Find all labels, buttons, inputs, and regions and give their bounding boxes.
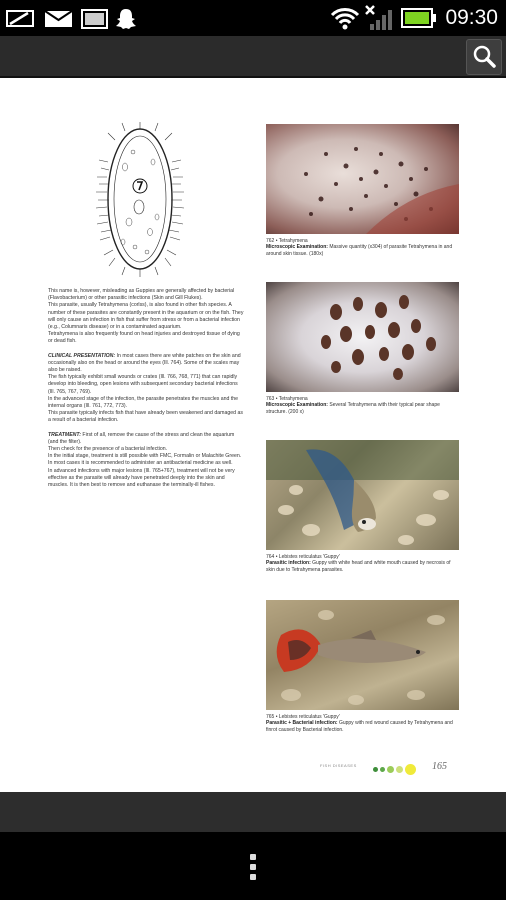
caption-body	[266, 402, 459, 415]
app-toolbar	[0, 36, 506, 78]
body-text-column	[48, 288, 244, 489]
caption-title: 763 • Tetrahymena	[266, 396, 308, 402]
section-dots	[373, 761, 418, 779]
photo-764-guppy	[266, 440, 459, 550]
email-icon	[44, 10, 74, 28]
caption-label: Parasitic + Bacterial infection:	[266, 720, 338, 727]
paragraph: In the initial stage, treatment is still possible with FMC, Formalin or Malachite Green.	[48, 453, 242, 460]
document-page[interactable]	[0, 78, 506, 792]
message-icon	[6, 9, 36, 29]
caption-764	[266, 554, 459, 573]
battery-icon	[401, 8, 437, 28]
treatment-text: First of all, remove the cause of the stress and clean the aquarium (and the filter).	[48, 431, 235, 445]
status-bar	[0, 0, 506, 36]
caption-body	[266, 560, 459, 573]
section-tag: FISH DISEASES	[320, 763, 357, 768]
signal-icon	[364, 4, 394, 32]
paragraph: This name is, however, misleading as Guppies are generally affected by bacterial (Flavobacterium) or other parasitic infections (Skin and Gill Flukes).	[48, 288, 235, 302]
reader-bottom-bar	[0, 792, 506, 832]
photo-765-guppy	[266, 600, 459, 710]
snapchat-icon	[114, 7, 138, 31]
caption-762	[266, 238, 459, 257]
clinical-heading: CLINICAL PRESENTATION:	[48, 352, 116, 359]
search-button[interactable]	[466, 39, 502, 75]
caption-body	[266, 244, 459, 257]
paragraph: In the advanced stage of the infection, the parasite penetrates the muscles and the internal organs (Ill. 761, 772, 773).	[48, 395, 239, 410]
dot	[387, 766, 394, 773]
caption-text: Several Tetrahymena with their typical pear shape structure. (200 x)	[266, 402, 440, 415]
photo-762-microscope	[266, 124, 459, 234]
dot	[373, 767, 378, 772]
photo-763-microscope	[266, 282, 459, 392]
caption-text: Massive quantity (x304) of parasite Tetrahymena in and around skin tissue. (180x)	[266, 244, 453, 257]
parasite-illustration	[95, 122, 185, 277]
clock: 09:30	[445, 6, 498, 29]
caption-text: Guppy with white head and white mouth caused by necrosis of skin due to Tetrahymena parasites.	[266, 560, 451, 573]
menu-dots-icon[interactable]	[249, 854, 257, 884]
caption-title: 765 • Lebistes reticulatus 'Guppy'	[266, 714, 340, 720]
caption-label: Parasitic infection:	[266, 560, 311, 567]
clinical-section	[48, 353, 244, 375]
caption-765	[266, 714, 459, 733]
caption-763	[266, 396, 459, 415]
paragraph: This parasite, usually Tetrahymena (corlss), is also found in other fish species. A number of these parasites are constantly present in the aquarium or on the fish. They will only cause an infection in fish that suffer from stress or from a bacterial infection (e.g., Columnaris disease) or in a contaminated aquarium.	[48, 302, 244, 331]
search-icon	[467, 40, 501, 74]
paragraph: Then check for the presence of a bacterial infection.	[48, 446, 168, 453]
caption-title: 764 • Lebistes reticulatus 'Guppy'	[266, 554, 340, 560]
caption-body	[266, 720, 459, 733]
paragraph: The fish typically exhibit small wounds or crates (Ill. 766, 768, 771) that can rapidly develop into bleeding, open lesions with subsequent secondary bacterial infections (Ill. 765, 767, 769).	[48, 374, 238, 395]
paragraph: In advanced infections with major lesions (Ill. 765+767), treatment will not be very effective as the parasite will already have penetrated deeply into the skin and muscles. It is then best to remove and euthanase the terminally-ill fishes.	[48, 467, 235, 489]
treatment-heading: TREATMENT:	[48, 431, 81, 438]
caption-label: Microscopic Examination:	[266, 244, 328, 251]
paragraph: Tetrahymena is also frequently found on head injuries and destroyed tissue of dying or dead fish.	[48, 331, 240, 345]
gallery-icon	[81, 9, 108, 29]
treatment-section	[48, 432, 244, 446]
page-number: 165	[432, 761, 447, 772]
caption-text: Guppy with red wound caused by Tetrahymena and finrot caused by Bacterial infection.	[266, 720, 453, 733]
dot	[380, 767, 385, 772]
paragraph: This parasite typically infects fish that have already been weakened and damaged as a result of a bacterial infection.	[48, 410, 243, 424]
caption-title: 762 • Tetrahymena	[266, 238, 308, 244]
clinical-text: In most cases there are white patches on the skin and occasionally also on the head or around the eyes (Ill. 764). Some of the scales may also be raised.	[48, 352, 241, 374]
caption-label: Microscopic Examination:	[266, 402, 328, 409]
wifi-icon	[330, 6, 360, 30]
dot	[405, 764, 416, 775]
navigation-bar	[0, 832, 506, 900]
dot	[396, 766, 403, 773]
paragraph: In most cases it is recommended to administer an antibacterial medicine as well.	[48, 460, 233, 467]
